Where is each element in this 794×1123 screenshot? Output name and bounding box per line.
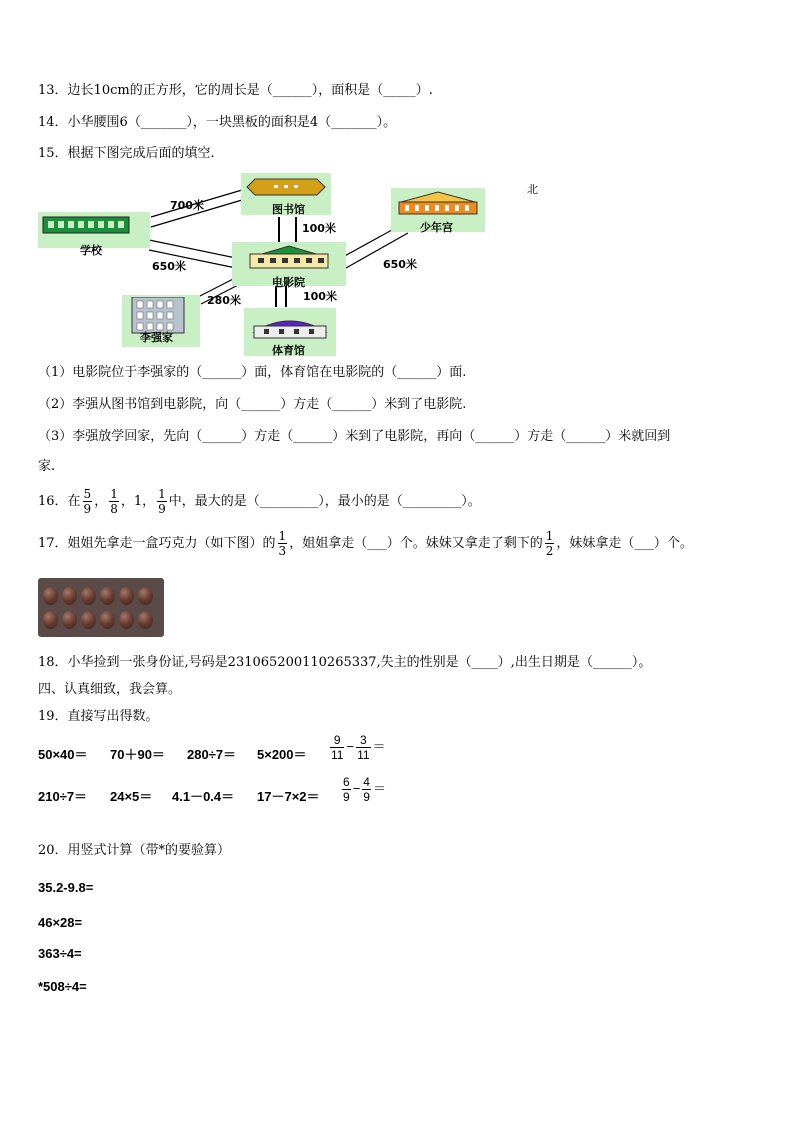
q17-prefix: 17．姐姐先拿走一盒巧克力（如下图）的 bbox=[38, 536, 276, 551]
gym-icon bbox=[244, 310, 336, 342]
vertical-calc-item: 363÷4= bbox=[38, 946, 82, 961]
question-20: 20．用竖式计算（带*的要验算） bbox=[38, 843, 231, 858]
calc-item: 17－7×2＝ bbox=[257, 789, 320, 804]
cinema-icon bbox=[232, 244, 346, 274]
gym-label: 体育馆 bbox=[272, 344, 305, 357]
question-15-2: （2）李强从图书馆到电影院，向（______）方走（______）米到了电影院. bbox=[38, 397, 467, 412]
calc-fraction-1: $\frac{9}{11}$ − $\frac{3}{11}$ ＝ bbox=[331, 733, 386, 762]
north-label: 北 bbox=[527, 183, 538, 196]
q16-sep2: ，1， bbox=[120, 494, 156, 509]
distance-school-cinema: 650米 bbox=[152, 260, 186, 273]
q16-prefix: 16．在 bbox=[38, 494, 81, 509]
distance-cinema-gym: 100米 bbox=[303, 290, 337, 303]
question-17 bbox=[38, 529, 693, 559]
youth-palace-label: 少年宫 bbox=[420, 221, 453, 234]
question-18: 18．小华捡到一张身份证,号码是231065200110265337,失主的性别是（____）,出生日期是（______）。 bbox=[38, 655, 652, 670]
q17-middle: ，姐姐拿走（___）个。妹妹又拿走了剩下的 bbox=[289, 536, 543, 551]
question-16 bbox=[38, 487, 481, 517]
calc-fraction-2: $\frac{6}{9}$ − $\frac{4}{9}$ ＝ bbox=[343, 775, 386, 804]
vertical-calc-item: 35.2-9.8= bbox=[38, 880, 94, 895]
q16-suffix: 中，最大的是（_________），最小的是（_________）。 bbox=[168, 494, 481, 509]
vertical-calc-item: *508÷4= bbox=[38, 979, 87, 994]
youth-palace-icon bbox=[391, 190, 485, 218]
calc-item: 50×40＝ bbox=[38, 747, 88, 762]
question-15-3-cont: 家. bbox=[38, 459, 56, 474]
library-icon bbox=[241, 175, 331, 199]
distance-home-cinema: 280米 bbox=[207, 294, 241, 307]
distance-cinema-youth-palace: 650米 bbox=[383, 258, 417, 271]
question-14: 14．小华腰围6（_______），一块黑板的面积是4（_______）。 bbox=[38, 115, 397, 130]
calc-item: 24×5＝ bbox=[110, 789, 153, 804]
liqiang-home-label: 李强家 bbox=[140, 331, 173, 344]
library-label: 图书馆 bbox=[272, 203, 305, 216]
distance-school-library: 700米 bbox=[170, 199, 204, 212]
question-19: 19．直接写出得数。 bbox=[38, 709, 159, 724]
map-figure bbox=[36, 170, 538, 357]
school-icon bbox=[38, 214, 150, 238]
question-15-3: （3）李强放学回家，先向（______）方走（______）米到了电影院，再向（______）方走（______）米就回到 bbox=[38, 429, 671, 444]
q16-sep1: ， bbox=[94, 494, 108, 509]
cinema-label: 电影院 bbox=[272, 276, 305, 289]
question-13: 13．边长10cm的正方形，它的周长是（______），面积是（_____）. bbox=[38, 83, 433, 98]
calc-item: 4.1－0.4＝ bbox=[172, 789, 235, 804]
fraction-1-3: $\frac{1}{3}$ bbox=[278, 529, 287, 558]
calc-item: 210÷7＝ bbox=[38, 789, 88, 804]
calc-item: 70＋90＝ bbox=[110, 747, 165, 762]
question-15: 15．根据下图完成后面的填空. bbox=[38, 146, 215, 161]
distance-library-cinema: 100米 bbox=[302, 222, 336, 235]
fraction-1-9: $\frac{1}{9}$ bbox=[158, 487, 166, 516]
fraction-1-8: $\frac{1}{8}$ bbox=[110, 487, 118, 516]
school-label: 学校 bbox=[80, 244, 102, 257]
fraction-5-9: $\frac{5}{9}$ bbox=[83, 487, 92, 516]
fraction-1-2: $\frac{1}{2}$ bbox=[545, 529, 554, 558]
calc-item: 5×200＝ bbox=[257, 747, 307, 762]
calc-item: 280÷7＝ bbox=[187, 747, 237, 762]
question-15-1: （1）电影院位于李强家的（______）面，体育馆在电影院的（______）面. bbox=[38, 365, 467, 380]
section-4-heading: 四、认真细致，我会算。 bbox=[38, 682, 182, 697]
q17-suffix: ，妹妹拿走（___）个。 bbox=[556, 536, 693, 551]
chocolate-box-image bbox=[38, 578, 164, 637]
vertical-calc-item: 46×28= bbox=[38, 915, 83, 930]
